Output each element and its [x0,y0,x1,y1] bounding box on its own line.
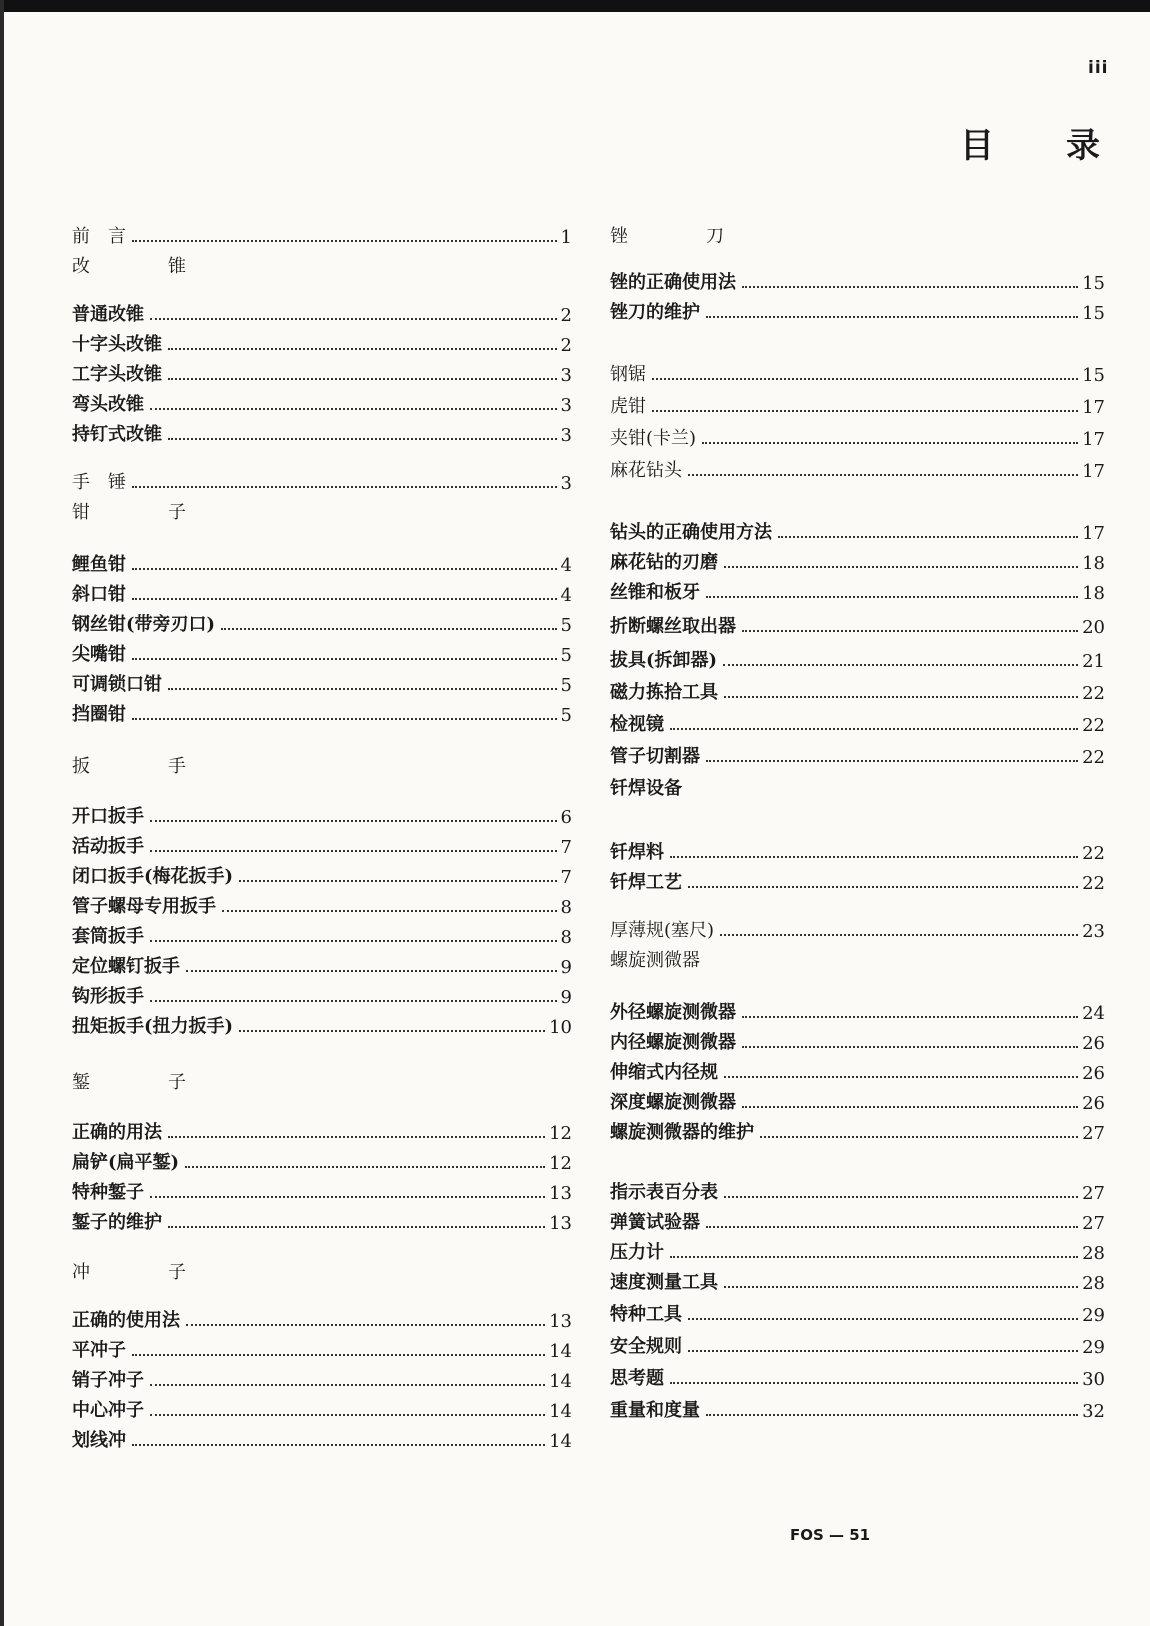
toc-entry [610,676,1105,704]
toc-entry [72,890,572,918]
dot-leader [724,696,1078,698]
dot-leader [185,1166,545,1168]
toc-entry-page: 12 [549,1153,572,1174]
dot-leader [742,1046,1078,1048]
toc-entry-label: 磁力拣拾工具 [610,682,718,703]
toc-entry-label: 改 锥 [72,256,216,277]
toc-entry [610,1362,1105,1390]
footer-page-label: FOS — 51 [790,1526,871,1544]
toc-entry [610,772,1105,800]
toc-entry-page: 17 [1082,461,1105,482]
toc-entry-page: 5 [560,645,572,666]
toc-entry-label: 厚薄规(塞尺) [610,920,715,941]
dot-leader [132,568,557,570]
toc-entry-label: 锉刀的维护 [610,302,700,323]
toc-entry-label: 正确的使用法 [72,1310,180,1331]
toc-entry [610,610,1105,638]
dot-leader [670,728,1078,730]
dot-leader [742,1016,1078,1018]
toc-entry-label: 钩形扳手 [72,986,144,1007]
toc-entry-label: 管子切割器 [610,746,700,767]
dot-leader [670,1256,1078,1258]
toc-entry [72,220,572,248]
toc-entry-label: 内径螺旋测微器 [610,1032,736,1053]
toc-entry [610,944,1105,972]
toc-entry [72,830,572,858]
scan-top-edge [0,0,1150,12]
toc-entry-page: 28 [1082,1243,1105,1264]
toc-entry-page: 26 [1082,1033,1105,1054]
toc-entry [72,578,572,606]
toc-entry [610,740,1105,768]
dot-leader [742,1106,1078,1108]
toc-entry-page: 8 [560,927,572,948]
toc-entry-label: 中心冲子 [72,1400,144,1421]
toc-entry-label: 套筒扳手 [72,926,144,947]
dot-leader [168,438,557,440]
toc-entry [610,422,1105,450]
toc-entry-page: 14 [549,1371,572,1392]
toc-entry [72,920,572,948]
dot-leader [186,1324,545,1326]
dot-leader [724,566,1078,568]
toc-entry-page: 13 [549,1311,572,1332]
dot-leader [706,760,1078,762]
toc-entry [72,358,572,386]
toc-entry [610,266,1105,294]
toc-entry-label: 虎钳 [610,396,646,417]
dot-leader [132,598,557,600]
dot-leader [168,1136,545,1138]
dot-leader [150,318,557,320]
toc-entry [72,1364,572,1392]
toc-entry-page: 22 [1082,873,1105,894]
toc-entry-page: 10 [549,1017,572,1038]
toc-entry [610,708,1105,736]
toc-entry [610,1056,1105,1084]
toc-entry-label: 安全规则 [610,1336,682,1357]
toc-entry [610,296,1105,324]
dot-leader [150,1196,545,1198]
toc-entry-page: 1 [560,227,572,248]
toc-entry-label: 鲤鱼钳 [72,554,126,575]
toc-entry [72,1146,572,1174]
dot-leader [706,316,1078,318]
toc-entry-label: 活动扳手 [72,836,144,857]
dot-leader [132,486,557,488]
toc-entry-label: 挡圈钳 [72,704,126,725]
toc-entry-label: 普通改锥 [72,304,144,325]
toc-entry [610,996,1105,1024]
toc-entry-label: 錾子的维护 [72,1212,162,1233]
toc-entry-label: 尖嘴钳 [72,644,126,665]
toc-entry-label: 斜口钳 [72,584,126,605]
toc-entry-page: 15 [1082,365,1105,386]
toc-entry-label: 锉 刀 [610,226,754,247]
toc-entry [610,1266,1105,1294]
dot-leader [239,880,557,882]
toc-entry [610,576,1105,604]
toc-entry-page: 13 [549,1213,572,1234]
toc-entry-page: 13 [549,1183,572,1204]
dot-leader [150,1000,557,1002]
toc-entry-page: 9 [560,957,572,978]
toc-entry-page: 6 [560,807,572,828]
toc-entry [72,800,572,828]
page-number-roman: iii [1088,58,1109,78]
toc-entry-label: 闭口扳手(梅花扳手) [72,866,234,887]
toc-entry-label: 麻花钻头 [610,460,682,481]
toc-entry-page: 32 [1082,1401,1105,1422]
toc-entry [72,698,572,726]
toc-entry-label: 弹簧试验器 [610,1212,700,1233]
toc-entry-label: 思考题 [610,1368,664,1389]
dot-leader [706,1226,1078,1228]
toc-entry-label: 正确的用法 [72,1122,162,1143]
toc-entry [610,644,1105,672]
toc-entry-label: 划线冲 [72,1430,126,1451]
toc-entry-page: 3 [560,425,572,446]
toc-section-heading [610,220,1105,248]
dot-leader [150,850,557,852]
toc-entry-page: 24 [1082,1003,1105,1024]
dot-leader [652,378,1078,380]
toc-entry [72,668,572,696]
toc-entry-page: 7 [560,867,572,888]
toc-entry-label: 开口扳手 [72,806,144,827]
toc-entry [610,546,1105,574]
toc-entry-label: 弯头改锥 [72,394,144,415]
toc-entry-page: 29 [1082,1305,1105,1326]
toc-entry-page: 22 [1082,715,1105,736]
toc-entry-page: 17 [1082,397,1105,418]
toc-entry [72,1394,572,1422]
toc-entry-label: 定位螺钉扳手 [72,956,180,977]
toc-entry-label: 特种工具 [610,1304,682,1325]
toc-entry-page: 29 [1082,1337,1105,1358]
toc-entry [610,516,1105,544]
toc-entry [610,1086,1105,1114]
toc-entry-page: 18 [1082,553,1105,574]
toc-entry-page: 15 [1082,303,1105,324]
toc-entry-label: 工字头改锥 [72,364,162,385]
toc-entry-label: 夹钳(卡兰) [610,428,697,449]
dot-leader [132,658,557,660]
dot-leader [150,1414,545,1416]
toc-entry-page: 3 [560,395,572,416]
toc-entry-label: 钎焊料 [610,842,664,863]
toc-entry-label: 折断螺丝取出器 [610,616,736,637]
toc-entry-label: 指示表百分表 [610,1182,718,1203]
toc-entry-page: 8 [560,897,572,918]
toc-entry [610,390,1105,418]
dot-leader [150,820,557,822]
toc-entry-page: 22 [1082,683,1105,704]
toc-entry-label: 十字头改锥 [72,334,162,355]
dot-leader [723,664,1078,666]
toc-entry [72,1334,572,1362]
toc-entry [72,1206,572,1234]
toc-entry-label: 钢丝钳(带旁刃口) [72,614,216,635]
toc-entry-page: 27 [1082,1123,1105,1144]
toc-entry-label: 螺旋测微器的维护 [610,1122,754,1143]
dot-leader [706,1414,1078,1416]
toc-entry-label: 麻花钻的刃磨 [610,552,718,573]
dot-leader [688,886,1078,888]
toc-entry-label: 钳 子 [72,502,216,523]
dot-leader [132,1354,545,1356]
toc-entry-page: 3 [560,473,572,494]
toc-entry-page: 22 [1082,843,1105,864]
toc-entry-label: 手 锤 [72,472,126,493]
toc-entry [610,454,1105,482]
title-char-1: 目 [960,126,994,166]
toc-entry [610,1176,1105,1204]
toc-entry-label: 重量和度量 [610,1400,700,1421]
toc-entry-page: 5 [560,615,572,636]
toc-entry [72,1304,572,1332]
toc-entry-label: 钻头的正确使用方法 [610,522,772,543]
toc-entry-page: 20 [1082,617,1105,638]
toc-entry [610,1394,1105,1422]
toc-entry [72,388,572,416]
dot-leader [150,1384,545,1386]
toc-entry-label: 螺旋测微器 [610,950,700,971]
dot-leader [688,1350,1078,1352]
toc-entry-page: 17 [1082,523,1105,544]
toc-entry [72,548,572,576]
dot-leader [670,856,1078,858]
toc-entry [72,950,572,978]
toc-entry-page: 15 [1082,273,1105,294]
dot-leader [168,378,557,380]
scan-left-edge [0,0,4,1626]
toc-entry [610,866,1105,894]
toc-entry-label: 丝锥和板牙 [610,582,700,603]
toc-entry [72,466,572,494]
toc-entry-label: 销子冲子 [72,1370,144,1391]
toc-entry [610,1330,1105,1358]
dot-leader [132,718,557,720]
toc-section-heading [72,250,572,278]
toc-entry-label: 深度螺旋测微器 [610,1092,736,1113]
dot-leader [720,934,1078,936]
toc-entry-page: 22 [1082,747,1105,768]
toc-entry-page: 14 [549,1341,572,1362]
dot-leader [652,410,1078,412]
dot-leader [778,536,1078,538]
toc-entry [72,298,572,326]
toc-entry [72,418,572,446]
toc-entry-page: 3 [560,365,572,386]
toc-entry [610,914,1105,942]
toc-entry [72,1176,572,1204]
toc-entry-page: 23 [1082,921,1105,942]
toc-entry [610,836,1105,864]
toc-entry-label: 扁铲(扁平錾) [72,1152,180,1173]
toc-entry [72,980,572,1008]
toc-entry-page: 7 [560,837,572,858]
toc-entry-page: 30 [1082,1369,1105,1390]
toc-entry-page: 2 [560,305,572,326]
toc-section-heading [72,750,572,778]
dot-leader [150,940,557,942]
toc-entry [610,358,1105,386]
toc-entry-label: 钎焊工艺 [610,872,682,893]
dot-leader [742,286,1078,288]
toc-entry-page: 26 [1082,1063,1105,1084]
toc-entry-page: 2 [560,335,572,356]
toc-entry-label: 特种錾子 [72,1182,144,1203]
dot-leader [724,1286,1078,1288]
toc-entry-label: 压力计 [610,1242,664,1263]
dot-leader [222,910,557,912]
toc-entry [72,638,572,666]
toc-entry-page: 28 [1082,1273,1105,1294]
toc-entry [610,1298,1105,1326]
toc-entry [72,1116,572,1144]
dot-leader [706,596,1078,598]
title-char-2: 录 [1066,126,1100,166]
dot-leader [724,1076,1078,1078]
dot-leader [670,1382,1078,1384]
toc-entry [72,860,572,888]
toc-entry [72,328,572,356]
toc-entry-label: 持钉式改锥 [72,424,162,445]
toc-entry-page: 9 [560,987,572,1008]
toc-entry-page: 27 [1082,1213,1105,1234]
toc-entry-page: 5 [560,675,572,696]
toc-entry-label: 冲 子 [72,1262,216,1283]
toc-entry [610,1206,1105,1234]
toc-entry-label: 外径螺旋测微器 [610,1002,736,1023]
toc-entry-label: 钢锯 [610,364,646,385]
toc-entry-label: 管子螺母专用扳手 [72,896,216,917]
dot-leader [702,442,1078,444]
toc-entry-label: 伸缩式内径规 [610,1062,718,1083]
toc-entry-label: 扭矩扳手(扭力扳手) [72,1016,234,1037]
toc-entry-label: 检视镜 [610,714,664,735]
toc-section-heading [72,1256,572,1284]
dot-leader [132,1444,545,1446]
dot-leader [239,1030,545,1032]
toc-entry-label: 钎焊设备 [610,778,682,799]
toc-entry-page: 4 [560,585,572,606]
dot-leader [168,348,557,350]
toc-entry-label: 锉的正确使用法 [610,272,736,293]
toc-entry [72,608,572,636]
toc-entry-page: 26 [1082,1093,1105,1114]
toc-entry [610,1236,1105,1264]
toc-entry-label: 錾 子 [72,1072,216,1093]
page-title [960,118,1100,167]
toc-entry-page: 14 [549,1401,572,1422]
toc-entry-page: 18 [1082,583,1105,604]
toc-entry-page: 5 [560,705,572,726]
dot-leader [132,240,557,242]
toc-entry-page: 21 [1082,651,1105,672]
toc-entry-label: 速度测量工具 [610,1272,718,1293]
toc-entry [610,1116,1105,1144]
toc-entry-page: 27 [1082,1183,1105,1204]
toc-entry-page: 17 [1082,429,1105,450]
dot-leader [688,474,1078,476]
dot-leader [688,1318,1078,1320]
toc-entry [610,1026,1105,1054]
dot-leader [186,970,557,972]
dot-leader [760,1136,1078,1138]
dot-leader [221,628,557,630]
dot-leader [168,1226,545,1228]
dot-leader [742,630,1078,632]
toc-entry-page: 4 [560,555,572,576]
toc-entry-label: 扳 手 [72,756,216,777]
toc-entry-label: 可调锁口钳 [72,674,162,695]
toc-entry-label: 平冲子 [72,1340,126,1361]
toc-entry-label: 拔具(拆卸器) [610,650,718,671]
toc-section-heading [72,496,572,524]
toc-entry-label: 前 言 [72,226,126,247]
dot-leader [150,408,557,410]
toc-entry [72,1424,572,1452]
toc-entry-page: 14 [549,1431,572,1452]
dot-leader [724,1196,1078,1198]
toc-entry [72,1010,572,1038]
toc-entry-page: 12 [549,1123,572,1144]
toc-section-heading [72,1066,572,1094]
dot-leader [168,688,557,690]
